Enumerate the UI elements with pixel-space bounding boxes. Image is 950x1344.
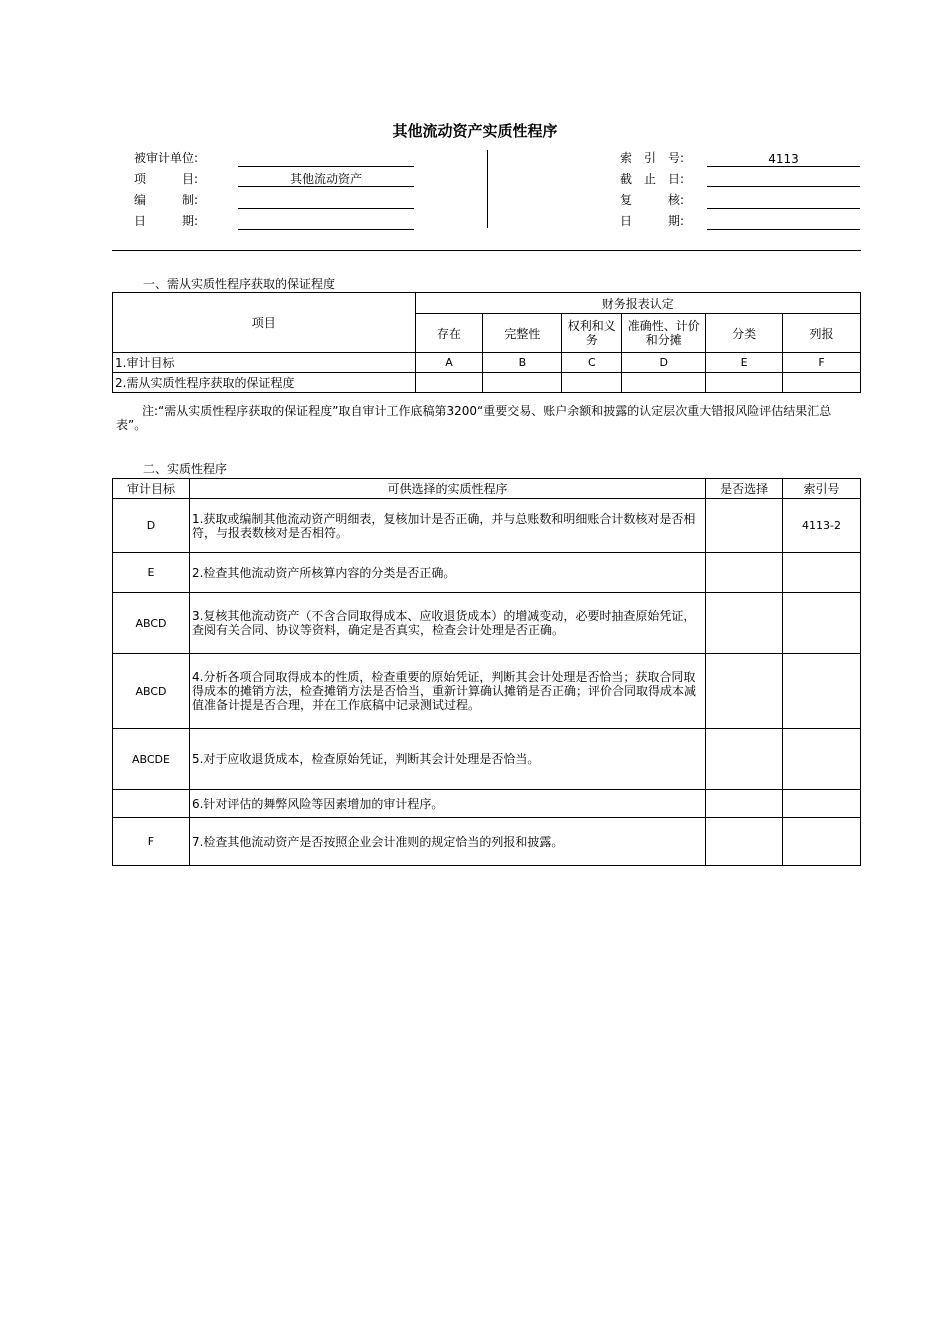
procedure-text: 6.针对评估的舞弊风险等因素增加的审计程序。	[189, 790, 705, 818]
col-rights-obligations: 权利和义务	[562, 314, 622, 353]
procedure-selected[interactable]	[706, 729, 783, 790]
procedure-selected[interactable]	[706, 593, 783, 654]
assurance-cell[interactable]	[483, 373, 562, 393]
review-date-label: 日 期:	[620, 214, 685, 228]
procedure-target: D	[113, 499, 190, 553]
procedure-selected[interactable]	[706, 553, 783, 593]
table-row	[113, 818, 861, 866]
objective-cell: B	[483, 353, 562, 373]
index-no-label: 索 引 号:	[620, 151, 685, 165]
procedure-selected[interactable]	[706, 790, 783, 818]
col-selected: 是否选择	[706, 479, 783, 499]
prepared-date-label: 日 期:	[134, 214, 199, 228]
objective-cell: A	[415, 353, 483, 373]
procedure-selected[interactable]	[706, 818, 783, 866]
row-audit-objective-label: 1.审计目标	[113, 353, 416, 373]
table-row	[113, 553, 861, 593]
objective-cell: D	[622, 353, 706, 373]
item-label: 项 目:	[134, 172, 199, 186]
section1-note: 注:“需从实质性程序获取的保证程度”取自审计工作底稿第3200“重要交易、账户余额和披露的认定层次重大错报风险评估结果汇总表”。	[116, 404, 832, 432]
procedure-target: ABCD	[113, 654, 190, 729]
procedure-index[interactable]	[783, 654, 861, 729]
reviewer-label: 复 核:	[620, 193, 685, 207]
review-date-field[interactable]	[707, 215, 860, 230]
auditee-label: 被审计单位:	[134, 151, 199, 165]
procedure-index[interactable]	[783, 790, 861, 818]
cutoff-date-field[interactable]	[707, 172, 860, 187]
procedure-text: 5.对于应收退货成本，检查原始凭证，判断其会计处理是否恰当。	[189, 729, 705, 790]
reviewer-field[interactable]	[707, 194, 860, 209]
col-audit-objective: 审计目标	[113, 479, 190, 499]
assurance-cell[interactable]	[783, 373, 861, 393]
procedure-index[interactable]: 4113-2	[783, 499, 861, 553]
procedure-index[interactable]	[783, 553, 861, 593]
preparer-field[interactable]	[238, 194, 414, 209]
procedure-index[interactable]	[783, 729, 861, 790]
index-no-field[interactable]: 4113	[707, 152, 860, 167]
procedure-selected[interactable]	[706, 499, 783, 553]
assurance-cell[interactable]	[415, 373, 483, 393]
header-divider	[487, 150, 488, 228]
table-row	[113, 654, 861, 729]
assurance-cell[interactable]	[562, 373, 622, 393]
procedure-index[interactable]	[783, 818, 861, 866]
procedure-text: 4.分析各项合同取得成本的性质，检查重要的原始凭证，判断其会计处理是否恰当；获取合同取得成本的摊销方法，检查摊销方法是否恰当，重新计算确认摊销是否正确；评价合同取得成本减值准备计提是否合理，并在工作底稿中记录测试过程。	[189, 654, 705, 729]
col-existence: 存在	[415, 314, 483, 353]
objective-cell: E	[706, 353, 783, 373]
col-presentation: 列报	[783, 314, 861, 353]
procedure-selected[interactable]	[706, 654, 783, 729]
objective-cell: C	[562, 353, 622, 373]
col-index: 索引号	[783, 479, 861, 499]
procedures-table	[112, 478, 861, 866]
section1-heading: 一、需从实质性程序获取的保证程度	[143, 277, 336, 291]
page-title: 其他流动资产实质性程序	[392, 122, 558, 140]
procedure-target: E	[113, 553, 190, 593]
procedure-target: ABCDE	[113, 729, 190, 790]
procedure-target: ABCD	[113, 593, 190, 654]
procedure-target	[113, 790, 190, 818]
objective-cell: F	[783, 353, 861, 373]
section2-heading: 二、实质性程序	[143, 462, 228, 476]
table-row	[113, 790, 861, 818]
procedure-text: 1.获取或编制其他流动资产明细表，复核加计是否正确，并与总账数和明细账合计数核对是否相符，与报表数核对是否相符。	[189, 499, 705, 553]
col-accuracy-valuation: 准确性、计价和分摊	[622, 314, 706, 353]
row-assurance-level-label: 2.需从实质性程序获取的保证程度	[113, 373, 416, 393]
col-completeness: 完整性	[483, 314, 562, 353]
col-classification: 分类	[706, 314, 783, 353]
procedure-index[interactable]	[783, 593, 861, 654]
assertions-header: 财务报表认定	[415, 293, 860, 314]
preparer-label: 编 制:	[134, 193, 199, 207]
col-procedure: 可供选择的实质性程序	[189, 479, 705, 499]
procedure-text: 2.检查其他流动资产所核算内容的分类是否正确。	[189, 553, 705, 593]
prepared-date-field[interactable]	[238, 215, 414, 230]
assurance-table	[112, 292, 861, 393]
cutoff-date-label: 截 止 日:	[620, 172, 685, 186]
procedure-target: F	[113, 818, 190, 866]
procedure-text: 7.检查其他流动资产是否按照企业会计准则的规定恰当的列报和披露。	[189, 818, 705, 866]
table-row	[113, 499, 861, 553]
auditee-field[interactable]	[238, 152, 414, 167]
assurance-cell[interactable]	[706, 373, 783, 393]
table-row	[113, 593, 861, 654]
item-field[interactable]: 其他流动资产	[238, 172, 414, 187]
procedure-text: 3.复核其他流动资产（不含合同取得成本、应收退货成本）的增减变动，必要时抽查原始凭证，查阅有关合同、协议等资料，确定是否真实，检查会计处理是否正确。	[189, 593, 705, 654]
table-row	[113, 729, 861, 790]
assurance-cell[interactable]	[622, 373, 706, 393]
header-rule	[112, 250, 861, 251]
item-header: 项目	[113, 293, 416, 353]
